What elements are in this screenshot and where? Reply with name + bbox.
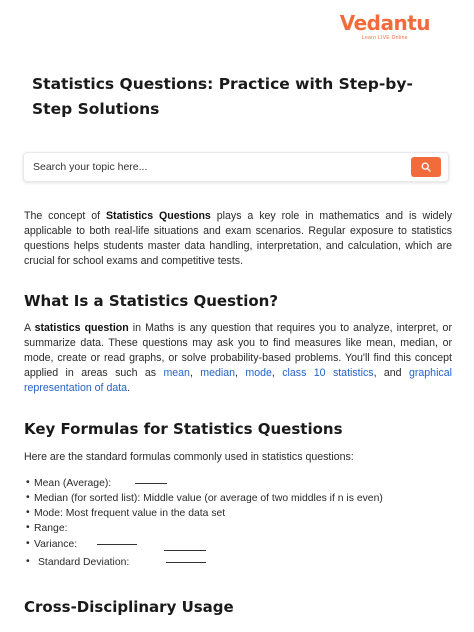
link-separator: , bbox=[189, 367, 201, 379]
search-bar bbox=[23, 152, 449, 182]
formula-mean-label: Mean (Average): bbox=[34, 478, 112, 489]
list-item bbox=[28, 507, 448, 520]
section-heading-what-is: What Is a Statistics Question? bbox=[24, 292, 279, 310]
definition-text-1: A bbox=[24, 322, 35, 334]
formulas-intro: Here are the standard formulas commonly used in statistics questions: bbox=[24, 451, 354, 463]
formula-range-label: Range: bbox=[34, 523, 68, 534]
list-item bbox=[28, 492, 448, 505]
page-title: Statistics Questions: Practice with Step-by-Step Solutions bbox=[32, 75, 413, 118]
formula-list bbox=[28, 477, 448, 571]
formula-variance-label: Variance: bbox=[34, 539, 78, 550]
fraction-line bbox=[166, 562, 206, 563]
search-button[interactable] bbox=[411, 157, 441, 177]
definition-paragraph bbox=[24, 321, 452, 396]
list-item bbox=[28, 556, 448, 569]
brand-tagline: Learn LIVE Online bbox=[361, 35, 408, 41]
search-icon bbox=[421, 162, 431, 172]
formula-mode-label: Mode: Most frequent value in the data set bbox=[34, 508, 226, 519]
fraction-line bbox=[97, 544, 137, 545]
list-item bbox=[28, 522, 448, 535]
formula-sd-label: Standard Deviation: bbox=[38, 557, 130, 568]
section-heading-cross-disciplinary: Cross-Disciplinary Usage bbox=[24, 598, 234, 616]
section-heading-key-formulas: Key Formulas for Statistics Questions bbox=[24, 420, 343, 438]
fraction-line bbox=[164, 550, 206, 551]
intro-text-1: The concept of bbox=[24, 210, 106, 222]
list-item bbox=[28, 477, 448, 490]
list-item bbox=[28, 538, 448, 551]
link-graphical-representation[interactable]: graphical representation of data bbox=[24, 367, 452, 394]
link-separator: , bbox=[235, 367, 246, 379]
paragraph-end: . bbox=[127, 382, 131, 394]
intro-text-2: plays a key role in mathematics and is widely applicable to both real-life situations and exam scenarios. Regular exposure to statistics questions helps students master data handling, interpretation, and calculation, which are crucial for school exams and competitive tests. bbox=[24, 210, 452, 267]
link-separator: , bbox=[271, 367, 283, 379]
formula-median-label: Median (for sorted list): Middle value (or average of two middles if n is even) bbox=[34, 493, 383, 504]
brand-name: Vedantu bbox=[339, 11, 430, 35]
brand-logo[interactable] bbox=[340, 12, 430, 41]
definition-bold-term: statistics question bbox=[34, 322, 129, 334]
link-separator: , and bbox=[373, 367, 409, 379]
link-median[interactable]: median bbox=[200, 367, 236, 379]
link-class-10-statistics[interactable]: class 10 statistics bbox=[282, 367, 374, 379]
definition-text-2: in Maths is any question that requires you to analyze, interpret, or summarize data. These questions may ask you to find measures like mean, median, or mode, create or read graphs, or solve probability-based problems. You'll find this concept applied in areas such as bbox=[24, 322, 452, 379]
search-input[interactable] bbox=[33, 153, 403, 181]
link-mode[interactable]: mode bbox=[245, 367, 272, 379]
intro-paragraph bbox=[24, 209, 452, 269]
fraction-line bbox=[135, 483, 167, 484]
intro-bold-term: Statistics Questions bbox=[105, 210, 211, 222]
link-mean[interactable]: mean bbox=[163, 367, 190, 379]
